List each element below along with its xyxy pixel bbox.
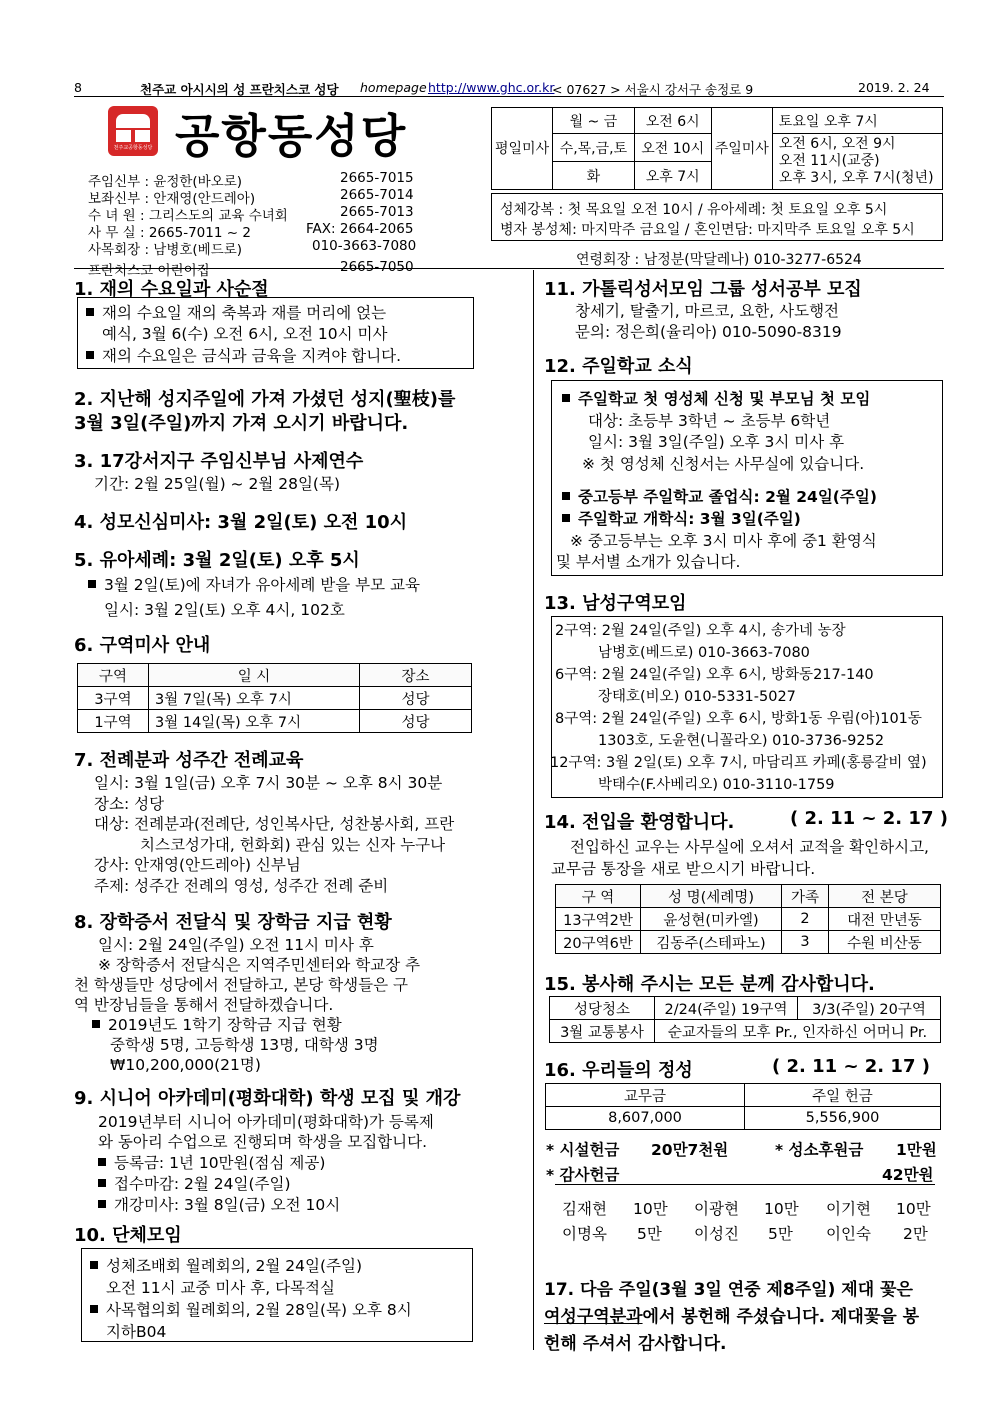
sunday-mass-time: 오전 11시(교중) [778,153,880,169]
table-cell: 20구역6반 [556,931,641,954]
table-cell: 2/24(주일) 19구역 [655,997,798,1020]
donor-name: 이광현 [694,1200,739,1218]
header-address: < 07627 > 서울시 강서구 송정로 9 [552,82,754,97]
thanks-offering-underline [555,1184,935,1185]
s1-line: 재의 수요일 재의 축복과 재를 머리에 얹는 [102,304,387,322]
mass-time: 오후 7시 [634,162,711,190]
mass-time: 오전 6시 [634,108,711,134]
district-line: 장태호(비오) 010-5331-5027 [598,689,796,705]
donor-amount: 2만 [903,1225,928,1243]
homepage-link[interactable]: http://www.ghc.or.kr [428,80,555,95]
table-header: 성 명(세례명) [641,885,782,908]
district-line: 12구역: 3월 2일(토) 오후 7시, 마담리프 카페(홍릉갈비 옆) [550,755,927,771]
s10-line: 지하B04 [106,1323,167,1341]
table-cell: 3월 7일(목) 오후 7시 [149,687,360,710]
donor-name: 이명옥 [562,1225,607,1243]
s14-line: 교무금 통장을 새로 받으시기 바랍니다. [551,860,816,878]
s8-line: 중학생 5명, 고등학생 13명, 대학생 3명 [110,1036,379,1054]
s9-line: 개강미사: 3월 8일(금) 오전 10시 [114,1196,341,1214]
section-14-period: ( 2. 11 ~ 2. 17 ) [790,808,948,829]
s12-line: 및 부서별 소개가 있습니다. [556,553,741,571]
district-line: 6구역: 2월 24일(주일) 오후 6시, 방화동217-140 [555,667,874,683]
s5-line: 일시: 3월 2일(토) 오후 4시, 102호 [104,601,345,619]
staff-role: 사 무 실 : 2665-7011 ~ 2 [88,225,251,241]
offering-table [545,1083,941,1130]
mass-day: 월 ~ 금 [553,108,635,134]
donor-amount: 5만 [768,1225,793,1243]
table-cell: 5,556,900 [745,1107,941,1130]
s8-line: 일시: 2월 24일(주일) 오전 11시 미사 후 [98,936,374,954]
vocation-offering-value: 1만원 [896,1141,937,1159]
staff-row [88,238,418,258]
bullet-icon [562,514,570,522]
s10-line: 성체조배회 월례회의, 2월 24일(주일) [106,1257,363,1275]
staff-phone: 2665-7050 [340,259,414,275]
district-line: 2구역: 2월 24일(주일) 오후 4시, 송가네 농장 [555,623,846,639]
womens-district-committee: 여성구역분과 [544,1307,643,1327]
district-line: 1303호, 도윤현(니꼴라오) 010-3736-9252 [598,733,885,749]
bullet-icon [92,1020,100,1028]
staff-role: 수 녀 원 : 그리스도의 교육 수녀회 [88,208,288,224]
mass-day: 화 [553,162,635,190]
table-cell: 1구역 [78,710,149,733]
section-12-box [551,380,943,576]
donor-amount: 5만 [637,1225,662,1243]
bullet-icon [90,1261,98,1269]
bullet-icon [98,1179,106,1187]
note-line: 병자 봉성체: 마지막주 금요일 / 혼인면담: 마지막주 토요일 오후 5시 [500,222,915,238]
staff-phone: 2665-7013 [340,204,414,220]
donor-name: 이성진 [694,1225,739,1243]
s7-line: 주제: 성주간 전례의 영성, 성주간 전례 준비 [94,877,389,895]
facility-offering-label: * 시설헌금 [546,1141,620,1159]
mass-time: 오전 10시 [634,134,711,162]
table-header: 주일 헌금 [745,1084,941,1107]
table-cell: 3월 14일(목) 오후 7시 [149,710,360,733]
header-rule [74,96,944,97]
thanks-offering-label: * 감사헌금 [546,1166,620,1184]
logo-text: 천주교공항동성당 [113,145,153,151]
s8-line: ₩10,200,000(21명) [110,1056,261,1074]
section-2-line: 2. 지난해 성지주일에 가져 가셨던 성지(聖枝)를 [74,389,456,410]
table-cell: 3/3(주일) 20구역 [798,997,941,1020]
s8-line: ※ 장학증서 전달식은 지역주민센터와 학교장 추 [98,956,421,974]
table-row [78,710,472,733]
section-9-title: 9. 시니어 아카데미(평화대학) 학생 모집 및 개강 [74,1088,461,1109]
s3-line: 기간: 2월 25일(월) ~ 2월 28일(목) [94,475,340,493]
s9-line: 등록금: 1년 10만원(점심 제공) [114,1154,326,1172]
mass-schedule-table [491,107,943,190]
vocation-offering-label: * 성소후원금 [775,1141,864,1159]
table-cell: 대전 만년동 [829,908,941,931]
s7-line: 일시: 3월 1일(금) 오후 7시 30분 ~ 오후 8시 30분 [94,774,443,792]
table-row [550,997,941,1020]
header-homepage: homepage [360,80,427,95]
table-cell: 성당 [360,710,472,733]
section-12-title: 12. 주일학교 소식 [544,356,693,377]
section-15-title: 15. 봉사해 주시는 모든 분께 감사합니다. [544,974,875,995]
s11-line: 창세기, 탈출기, 마르코, 요한, 사도행전 [575,302,840,320]
donor-amount: 10만 [633,1200,668,1218]
section-16-period: ( 2. 11 ~ 2. 17 ) [772,1056,930,1077]
table-row [550,1020,941,1043]
section-10-title: 10. 단체모임 [74,1225,182,1246]
section-17-line: 헌해 주셔서 감사합니다. [544,1334,727,1354]
table-row [78,687,472,710]
district-mass-table [77,663,472,733]
facility-offering-value: 20만7천원 [651,1141,729,1159]
table-header: 구역 [78,664,149,687]
staff-phone: 010-3663-7080 [312,238,417,254]
donor-name: 이기현 [826,1200,871,1218]
thanks-offering-value: 42만원 [882,1166,934,1184]
bullet-icon [88,580,96,588]
staff-row [88,204,418,224]
table-cell: 2 [782,908,829,931]
federation-head: 연령회장 : 남정분(막달레나) 010-3277-6524 [576,252,862,268]
section-1-title: 1. 재의 수요일과 사순절 [74,279,269,300]
district-line: 남병호(베드로) 010-3663-7080 [598,645,810,661]
table-row [556,908,941,931]
section-16-title: 16. 우리들의 정성 [544,1060,693,1081]
bullet-icon [98,1158,106,1166]
table-row [546,1107,941,1130]
district-line: 8구역: 2월 24일(주일) 오후 6시, 방화1동 우림(아)101동 [555,711,922,727]
header-rule-bottom [74,268,944,269]
section-4-title: 4. 성모신심미사: 3월 2일(토) 오전 10시 [74,512,408,533]
donor-name: 이인숙 [826,1225,871,1243]
note-line: 성체강복 : 첫 목요일 오전 10시 / 유아세례: 첫 토요일 오후 5시 [500,202,888,218]
table-row [556,931,941,954]
staff-phone: 2665-7015 [340,170,414,186]
column-divider [533,270,534,1350]
staff-phone: FAX: 2664-2065 [306,221,414,237]
page-number: 8 [74,80,82,95]
bullet-icon [86,308,94,316]
table-cell: 8,607,000 [546,1107,745,1130]
s7-line: 대상: 전례분과(전례단, 성인복사단, 성찬봉사회, 프란 [94,815,455,833]
s11-line: 문의: 정은희(율리아) 010-5090-8319 [575,323,842,341]
parish-title: 공항동성당 [175,109,408,163]
s10-line: 사목협의회 월례회의, 2월 28일(목) 오후 8시 [106,1301,412,1319]
s7-line: 장소: 성당 [94,795,165,813]
transfer-table [555,884,941,954]
service-table [549,996,941,1043]
s10-line: 오전 11시 교중 미사 후, 다목적실 [106,1279,335,1297]
bullet-icon [98,1200,106,1208]
section-10-box [81,1248,473,1342]
table-header: 일 시 [149,664,360,687]
donor-name: 김재현 [562,1200,607,1218]
s12-line: 중고등부 주일학교 졸업식: 2월 24일(주일) [578,488,877,506]
section-14-title: 14. 전입을 환영합니다. [544,812,735,833]
table-cell: 3 [782,931,829,954]
table-cell: 순교자들의 모후 Pr., 인자하신 어머니 Pr. [655,1020,941,1043]
bullet-icon [562,394,570,402]
section-3-title: 3. 17강서지구 주임신부님 사제연수 [74,451,364,472]
section-2-line: 3월 3일(주일)까지 가져 오시기 바랍니다. [74,413,409,434]
s8-line: 역 반장님들을 통해서 전달하겠습니다. [74,996,334,1014]
s9-line: 와 동아리 수업으로 진행되며 학생을 모집합니다. [98,1133,428,1151]
table-header: 장소 [360,664,472,687]
section-7-title: 7. 전례분과 성주간 전례교육 [74,750,304,771]
section-11-title: 11. 가톨릭성서모임 그룹 성서공부 모집 [544,279,862,300]
district-line: 박태수(F.사베리오) 010-3110-1759 [598,777,835,793]
section-17-line: 에서 봉헌해 주셨습니다. 제대꽃을 봉 [642,1307,920,1327]
table-cell: 3월 교통봉사 [550,1020,655,1043]
s12-line: ※ 첫 영성체 신청서는 사무실에 있습니다. [582,455,865,473]
table-header: 교무금 [546,1084,745,1107]
sunday-mass-label: 주일미사 [711,108,772,190]
staff-role: 사목회장 : 남병호(베드로) [88,242,243,258]
s7-line: 치스코성가대, 헌화회) 관심 있는 신자 누구나 [140,836,446,854]
s1-line: 예식, 3월 6(수) 오전 6시, 오전 10시 미사 [102,325,388,343]
section-13-box [551,616,943,798]
staff-row [88,221,418,241]
table-header: 전 본당 [829,885,941,908]
weekday-mass-label: 평일미사 [492,108,553,190]
s12-line: ※ 중고등부는 오후 3시 미사 후에 중1 환영식 [570,532,877,550]
donor-amount: 10만 [764,1200,799,1218]
donor-amount: 10만 [896,1200,931,1218]
table-cell: 김동주(스테파노) [641,931,782,954]
section-5-title: 5. 유아세례: 3월 2일(토) 오후 5시 [74,550,360,571]
staff-role: 프란치스코 어린이집 [88,263,210,279]
s9-line: 2019년부터 시니어 아카데미(평화대학)가 등록제 [98,1113,434,1131]
s5-line: 3월 2일(토)에 자녀가 유아세례 받을 부모 교육 [104,576,420,594]
table-cell: 윤성현(미카엘) [641,908,782,931]
bullet-icon [90,1305,98,1313]
staff-role: 보좌신부 : 안재영(안드레아) [88,191,256,207]
table-cell: 13구역2반 [556,908,641,931]
staff-list [88,170,418,279]
table-cell: 수원 비산동 [829,931,941,954]
section-6-title: 6. 구역미사 안내 [74,635,211,656]
sunday-mass-time: 오후 3시, 오후 7시(청년) [778,170,934,186]
s12-line: 주일학교 첫 영성체 신청 및 부모님 첫 모임 [578,390,871,408]
s12-line: 대상: 초등부 3학년 ~ 초등부 6학년 [588,412,831,430]
s12-line: 주일학교 개학식: 3월 3일(주일) [578,510,801,528]
s8-line: 2019년도 1학기 장학금 지급 현황 [108,1016,342,1034]
header-date: 2019. 2. 24 [858,80,930,95]
section-1-box [77,297,474,369]
table-cell: 성당 [360,687,472,710]
staff-role: 주임신부 : 윤정한(바오로) [88,174,243,190]
staff-row [88,187,418,207]
sunday-mass-time: 토요일 오후 7시 [772,108,942,134]
parish-logo [108,106,158,156]
section-13-title: 13. 남성구역모임 [544,593,687,614]
s12-line: 일시: 3월 3일(주일) 오후 3시 미사 후 [588,433,845,451]
staff-row [88,170,418,190]
s14-line: 전입하신 교우는 사무실에 오셔서 교적을 확인하시고, [570,838,929,856]
table-cell: 3구역 [78,687,149,710]
section-17-line: 17. 다음 주일(3월 3일 연중 제8주일) 제대 꽃은 [544,1280,913,1300]
staff-phone: 2665-7014 [340,187,414,203]
table-header: 구 역 [556,885,641,908]
table-header: 가족 [782,885,829,908]
table-cell: 성당청소 [550,997,655,1020]
s1-line: 재의 수요일은 금식과 금육을 지켜야 합니다. [102,347,402,365]
header-org: 천주교 아시시의 성 프란치스코 성당 [140,82,339,97]
s8-line: 천 학생들만 성당에서 전달하고, 본당 학생들은 구 [74,976,408,994]
s9-line: 접수마감: 2월 24일(주일) [114,1175,291,1193]
s7-line: 강사: 안재영(안드레아) 신부님 [94,856,301,874]
sacrament-notes-box [491,193,943,241]
sunday-mass-time: 오전 6시, 오전 9시 [778,136,896,152]
section-8-title: 8. 장학증서 전달식 및 장학금 지급 현황 [74,912,392,933]
mass-day: 수,목,금,토 [553,134,635,162]
bullet-icon [86,351,94,359]
bullet-icon [562,492,570,500]
